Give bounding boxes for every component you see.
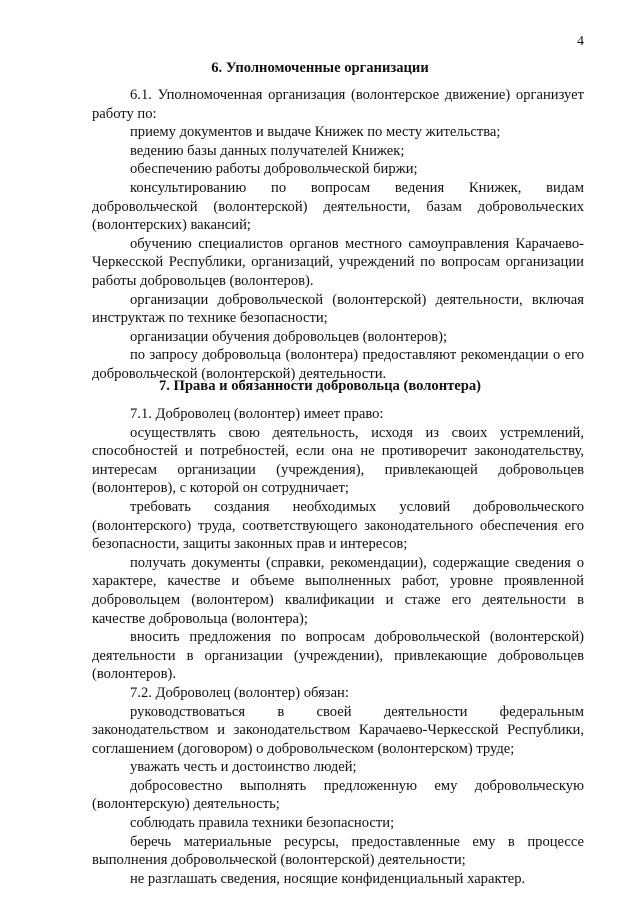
list-item: вносить предложения по вопросам добровольческой (волонтерской) деятельности в организации (учреждении), привлекающие добровольцев (волонтеров). [92,629,584,683]
list-item: уважать честь и достоинство людей; [130,759,357,776]
list-item: ведению базы данных получателей Книжек; [130,142,405,159]
section-6-intro: 6.1. Уполномоченная организация (волонтерское движение) организует работу по: [92,87,584,122]
duties-intro: 7.2. Доброволец (волонтер) обязан: [130,684,349,701]
page-number: 4 [577,34,584,49]
list-item: соблюдать правила техники безопасности; [130,815,395,832]
list-item: консультированию по вопросам ведения Книжек, видам добровольческой (волонтерской) деятельности, базам добровольческих (волонтерских) вакансий; [92,179,584,234]
list-item: приему документов и выдаче Книжек по месту жительства; [130,124,501,141]
section-7-heading: 7. Права и обязанности добровольца (волонтера) [158,378,482,394]
list-item: обучению специалистов органов местного самоуправления Карачаево-Черкесской Республики, организаций, учреждений по вопросам организации работы добровольцев (волонтеров). [92,235,584,289]
list-item: добросовестно выполнять предложенную ему добровольческую (волонтерскую) деятельность; [92,777,584,813]
rights-intro: 7.1. Доброволец (волонтер) имеет право: [130,406,384,422]
list-item: организации обучения добровольцев (волонтеров); [130,328,448,345]
list-item: не разглашать сведения, носящие конфиденциальный характер. [130,870,526,887]
list-item: осуществлять свою деятельность, исходя из своих устремлений, способностей и потребностей, если она не противоречит законодательству, интересам организации (учреждения), привлекающей добровольцев (волонтеров), с которой он сотрудничает; [92,424,584,497]
section-7-body [0,405,640,888]
list-item: по запросу добровольца (волонтера) предоставляют рекомендации о его добровольческой (волонтерской) деятельности. [92,347,584,382]
list-item: беречь материальные ресурсы, предоставленные ему в процессе выполнения добровольческой (волонтерской) деятельности; [92,833,584,869]
list-item: руководствоваться в своей деятельности федеральным законодательством и законодательством Карачаево-Черкесской Республики, соглашением (договором) о добровольческом (волонтерском) труде; [92,703,584,757]
section-6-heading: 6. Уполномоченные организации [211,60,429,76]
list-item: требовать создания необходимых условий добровольческого (волонтерского) труда, соответствующего законодательного обеспечения его безопасности, защиты законных прав и интересов; [92,498,584,553]
section-6-body [0,86,640,384]
list-item: организации добровольческой (волонтерской) деятельности, включая инструктаж по технике безопасности; [92,291,584,327]
list-item: получать документы (справки, рекомендации), содержащие сведения о характере, качестве и объеме выполненных работ, уровне проявленной добровольцем (волонтером) квалификации и стаже его деятельности в качестве добровольца (волонтера); [92,554,584,627]
list-item: обеспечению работы добровольческой биржи; [130,161,418,178]
